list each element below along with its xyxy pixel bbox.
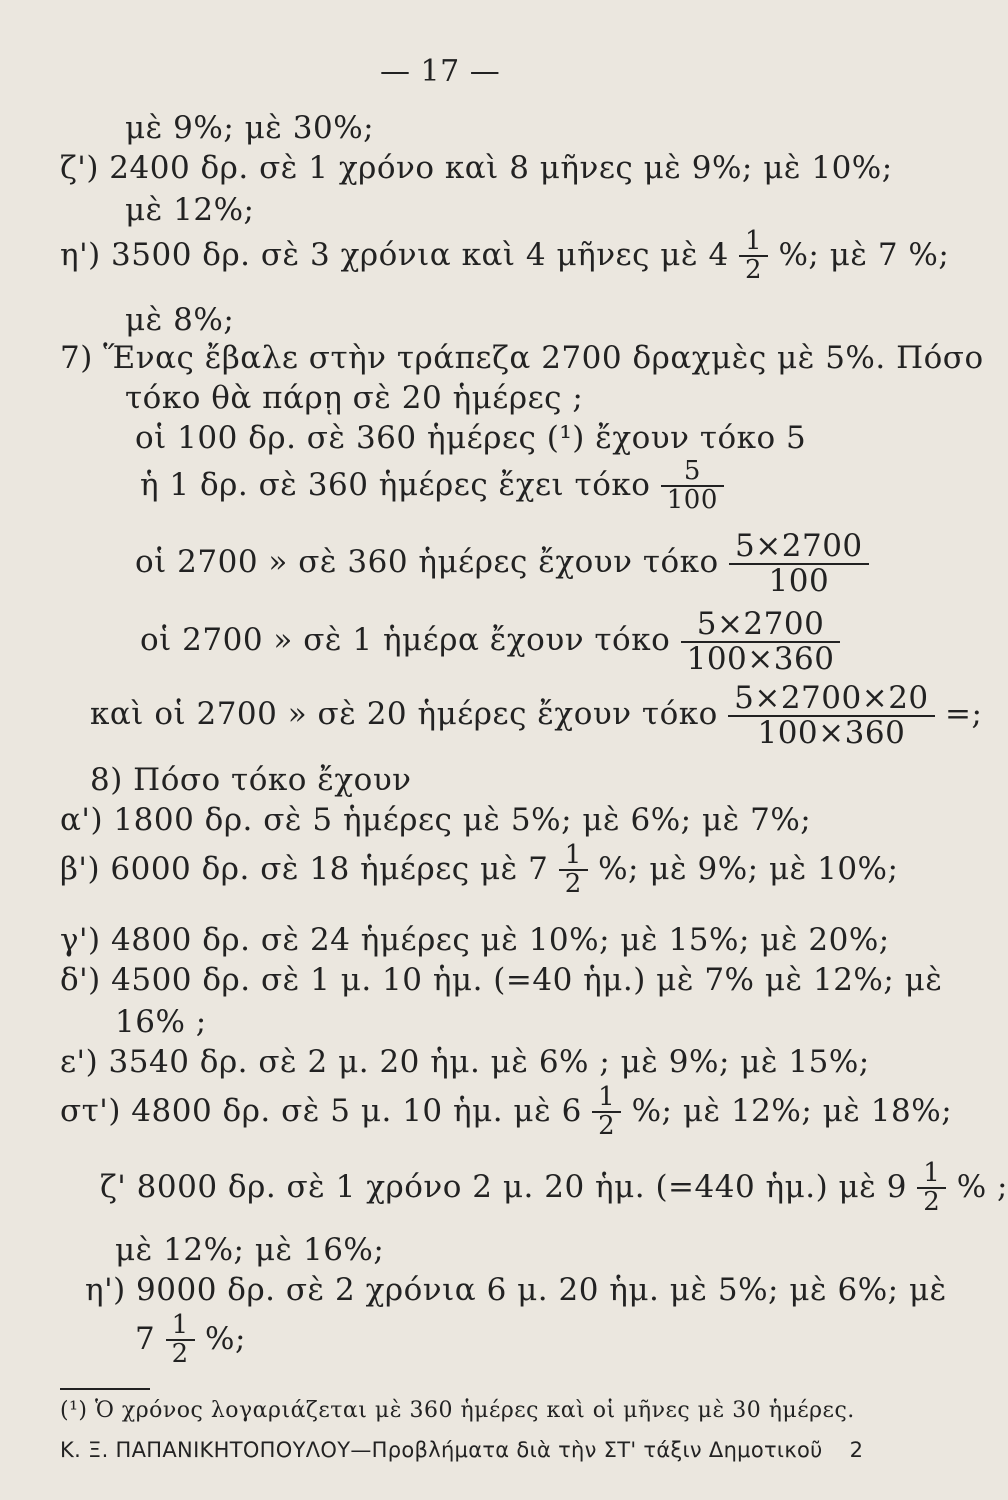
fraction-numerator: 1 xyxy=(917,1160,946,1189)
text-line: μὲ 12%; xyxy=(125,192,255,228)
text-fragment: οἱ 2700 » σὲ 360 ἡμέρες ἔχουν τόκο xyxy=(135,544,719,581)
text-fragment: 7 xyxy=(135,1320,156,1357)
fraction xyxy=(681,608,841,675)
exercise-a: α') 1800 δρ. σὲ 5 ἡμέρες μὲ 5%; μὲ 6%; μὲ 7%; xyxy=(60,802,812,838)
fraction-numerator: 1 xyxy=(166,1312,195,1341)
exercise-h2: η') 9000 δρ. σὲ 2 χρόνια 6 μ. 20 ἡμ. μὲ 5%; μὲ 6%; μὲ xyxy=(85,1272,947,1308)
text-line: μὲ 8%; xyxy=(125,302,235,338)
solution-step-3 xyxy=(135,530,869,597)
fraction-denominator: 100×360 xyxy=(686,640,835,677)
exercise-h2-cont xyxy=(135,1312,246,1369)
text-fragment: ἡ 1 δρ. σὲ 360 ἡμέρες ἔχει τόκο xyxy=(140,466,651,503)
exercise-z2 xyxy=(100,1160,1008,1217)
text-fragment: β') 6000 δρ. σὲ 18 ἡμέρες μὲ 7 xyxy=(60,850,549,887)
fraction-half xyxy=(917,1160,946,1217)
fraction-numerator: 5 xyxy=(661,458,724,487)
footnote: (¹) Ὁ χρόνος λογαριάζεται μὲ 360 ἡμέρες καὶ οἱ μῆνες μὲ 30 ἡμέρες. xyxy=(60,1398,855,1423)
solution-step-4 xyxy=(140,608,840,675)
text-line: μὲ 9%; μὲ 30%; xyxy=(125,110,375,146)
fraction xyxy=(729,530,869,597)
problem-8: 8) Πόσο τόκο ἔχουν xyxy=(90,762,412,798)
fraction-denominator: 2 xyxy=(598,1111,616,1142)
text-fragment: % ; xyxy=(956,1168,1008,1205)
text-fragment: ζ' 8000 δρ. σὲ 1 χρόνο 2 μ. 20 ἡμ. (=440 ἡμ.) μὲ 9 xyxy=(100,1168,907,1205)
fraction-denominator: 2 xyxy=(923,1187,941,1218)
fraction-numerator: 5×2700 xyxy=(729,530,869,565)
fraction-denominator: 2 xyxy=(745,255,763,286)
text-fragment: %; μὲ 9%; μὲ 10%; xyxy=(598,850,899,887)
solution-step-2 xyxy=(140,458,724,515)
text-fragment: οἱ 2700 » σὲ 1 ἡμέρα ἔχουν τόκο xyxy=(140,622,671,659)
fraction-half xyxy=(739,228,768,285)
fraction-denominator: 100×360 xyxy=(757,714,906,751)
fraction-denominator: 2 xyxy=(564,869,582,900)
text-fragment: %; μὲ 12%; μὲ 18%; xyxy=(631,1092,953,1129)
text-line: μὲ 12%; μὲ 16%; xyxy=(115,1232,385,1268)
text-fragment: η') 3500 δρ. σὲ 3 χρόνια καὶ 4 μῆνες μὲ 4 xyxy=(60,236,729,273)
exercise-h xyxy=(60,228,949,285)
text-fragment: καὶ οἱ 2700 » σὲ 20 ἡμέρες ἔχουν τόκο xyxy=(90,696,718,733)
fraction xyxy=(661,458,724,515)
fraction-half xyxy=(592,1084,621,1141)
page-number: — 17 — xyxy=(380,54,501,89)
solution-step-1: οἱ 100 δρ. σὲ 360 ἡμέρες (¹) ἔχουν τόκο 5 xyxy=(135,420,807,456)
fraction-denominator: 100 xyxy=(666,485,718,516)
fraction-denominator: 100 xyxy=(768,562,830,599)
text-fragment: =; xyxy=(945,696,983,733)
fraction xyxy=(728,682,935,749)
signature-mark: 2 xyxy=(849,1438,864,1462)
exercise-b xyxy=(60,842,898,899)
fraction-half xyxy=(559,842,588,899)
text-fragment: %; xyxy=(205,1320,246,1357)
exercise-e: ε') 3540 δρ. σὲ 2 μ. 20 ἡμ. μὲ 6% ; μὲ 9%; μὲ 15%; xyxy=(60,1044,870,1080)
text-line: 16% ; xyxy=(115,1004,207,1040)
footnote-rule xyxy=(60,1388,150,1390)
text-fragment: %; μὲ 7 %; xyxy=(778,236,950,273)
fraction-numerator: 1 xyxy=(739,228,768,257)
fraction-numerator: 5×2700 xyxy=(681,608,841,643)
fraction-denominator: 2 xyxy=(171,1339,189,1370)
exercise-g: γ') 4800 δρ. σὲ 24 ἡμέρες μὲ 10%; μὲ 15%; μὲ 20%; xyxy=(60,922,890,958)
text-fragment: στ') 4800 δρ. σὲ 5 μ. 10 ἡμ. μὲ 6 xyxy=(60,1092,582,1129)
fraction-numerator: 1 xyxy=(592,1084,621,1113)
fraction-numerator: 5×2700×20 xyxy=(728,682,935,717)
solution-step-5 xyxy=(90,682,982,749)
problem-7: 7) Ἕνας ἔβαλε στὴν τράπεζα 2700 δραχμὲς μὲ 5%. Πόσο xyxy=(60,340,984,376)
colophon-text: Κ. Ξ. ΠΑΠΑΝΙΚΗΤΟΠΟΥΛΟΥ—Προβλήματα διὰ τὴν ΣΤ' τάξιν Δημοτικοῦ xyxy=(60,1438,823,1462)
exercise-d: δ') 4500 δρ. σὲ 1 μ. 10 ἡμ. (=40 ἡμ.) μὲ 7% μὲ 12%; μὲ xyxy=(60,962,943,998)
text-line: τόκο θὰ πάρῃ σὲ 20 ἡμέρες ; xyxy=(125,380,584,416)
fraction-half xyxy=(166,1312,195,1369)
colophon xyxy=(60,1438,863,1462)
fraction-numerator: 1 xyxy=(559,842,588,871)
exercise-st xyxy=(60,1084,952,1141)
exercise-z: ζ') 2400 δρ. σὲ 1 χρόνο καὶ 8 μῆνες μὲ 9%; μὲ 10%; xyxy=(60,150,893,186)
